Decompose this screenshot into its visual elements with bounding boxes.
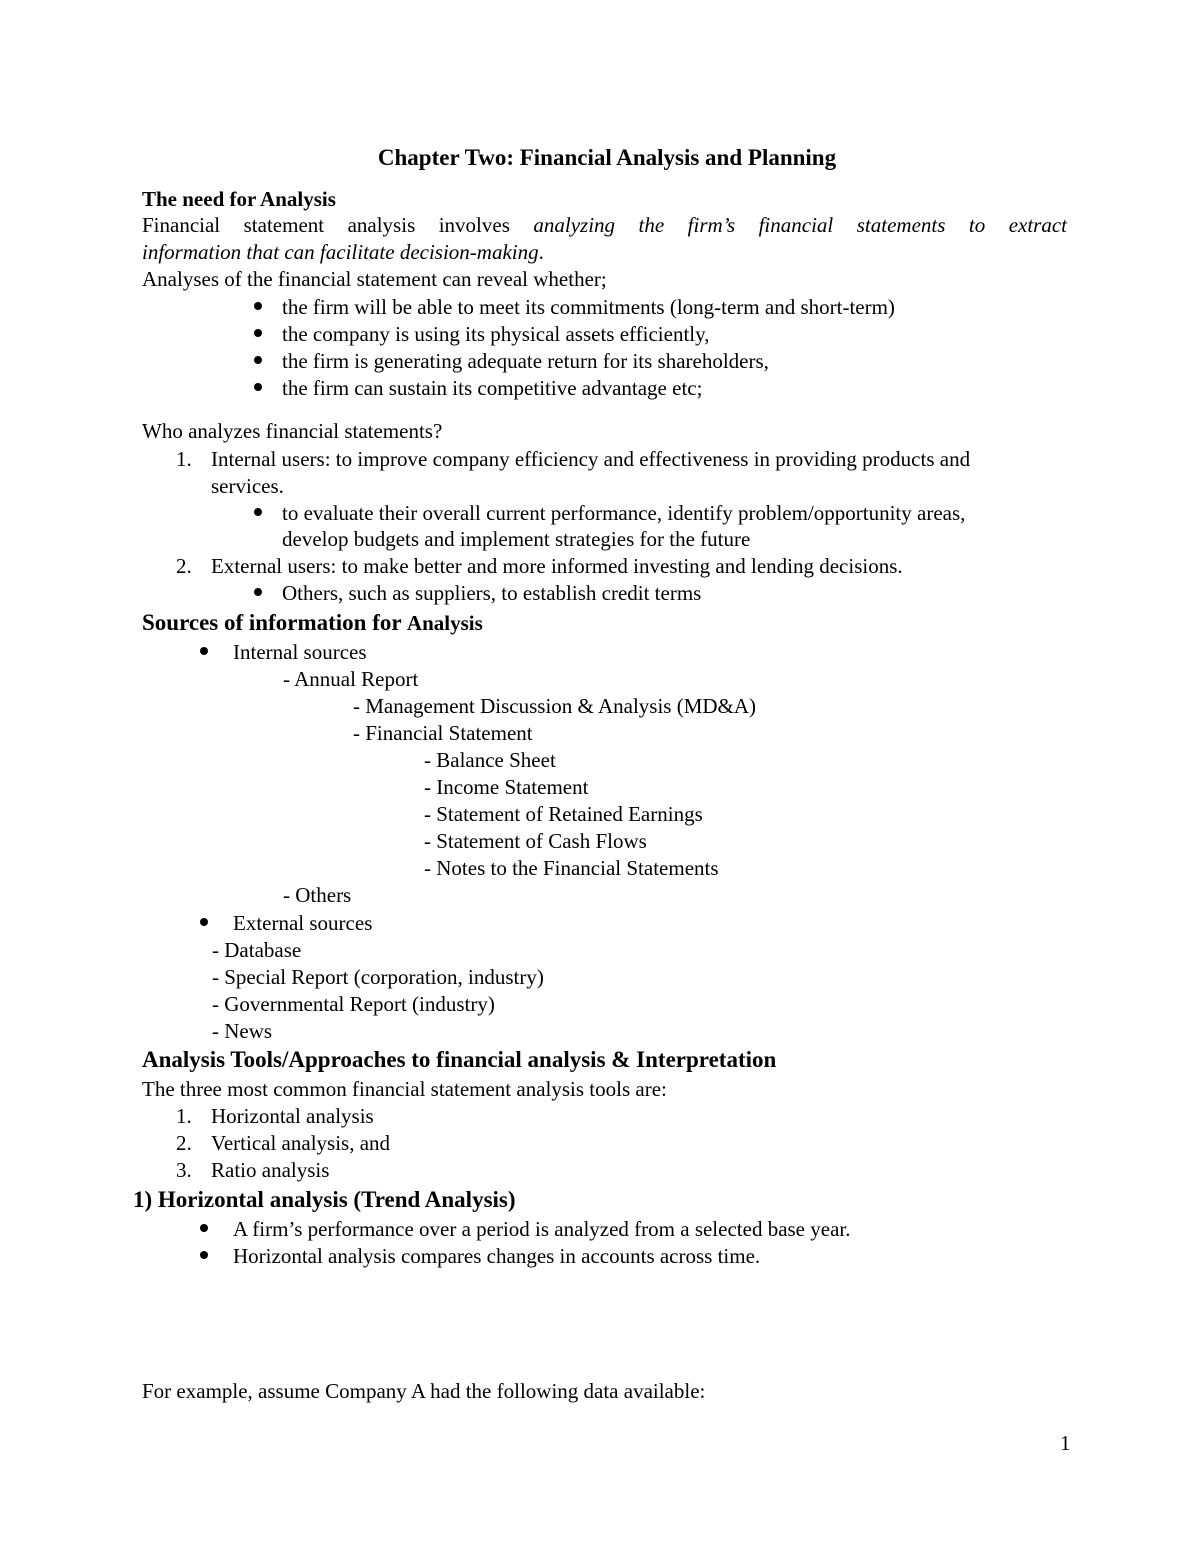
list-item-continuation: develop budgets and implement strategies for the future bbox=[282, 527, 751, 551]
list-item: Internal users: to improve company efficiency and effectiveness in providing products and bbox=[211, 447, 971, 471]
paragraph-italic-text: analyzing the firm’s financial statements to extract bbox=[533, 213, 1067, 237]
list-item: to evaluate their overall current performance, identify problem/opportunity areas, bbox=[282, 501, 966, 525]
bullet-icon bbox=[254, 508, 262, 516]
paragraph-line bbox=[142, 239, 544, 265]
list-item: the company is using its physical assets efficiently, bbox=[282, 322, 710, 346]
question-text: Who analyzes financial statements? bbox=[142, 419, 443, 443]
list-item: Vertical analysis, and bbox=[211, 1131, 391, 1155]
list-item: External sources bbox=[233, 911, 373, 935]
list-item: - Statement of Retained Earnings bbox=[424, 802, 703, 826]
bullet-icon bbox=[254, 383, 262, 391]
list-number: 2. bbox=[176, 554, 192, 578]
list-item: the firm will be able to meet its commitments (long-term and short-term) bbox=[282, 295, 895, 319]
list-item: Horizontal analysis bbox=[211, 1104, 374, 1128]
paragraph-text: Financial statement analysis involves bbox=[142, 213, 534, 237]
bullet-icon bbox=[254, 588, 262, 596]
bullet-icon bbox=[254, 356, 262, 364]
tools-intro: The three most common financial statement analysis tools are: bbox=[142, 1077, 667, 1101]
paragraph-italic-text: information that can facilitate decision-making bbox=[142, 240, 539, 264]
list-number: 1. bbox=[176, 1104, 192, 1128]
list-item-continuation: services. bbox=[211, 474, 284, 498]
section-heading-need: The need for Analysis bbox=[142, 187, 336, 211]
bullet-icon bbox=[254, 302, 262, 310]
list-item: the firm is generating adequate return for its shareholders, bbox=[282, 349, 769, 373]
example-text: For example, assume Company A had the following data available: bbox=[142, 1379, 706, 1403]
list-number: 2. bbox=[176, 1131, 192, 1155]
section-heading-sources bbox=[142, 610, 483, 636]
list-item: Internal sources bbox=[233, 640, 367, 664]
bullet-icon bbox=[200, 1251, 208, 1259]
list-item: - Special Report (corporation, industry) bbox=[212, 965, 544, 989]
paragraph-text: . bbox=[538, 240, 544, 264]
list-item: - News bbox=[212, 1019, 273, 1043]
list-item: Others, such as suppliers, to establish credit terms bbox=[282, 581, 702, 605]
reveal-text: Analyses of the financial statement can reveal whether; bbox=[142, 267, 607, 291]
bullet-icon bbox=[254, 329, 262, 337]
list-item: Ratio analysis bbox=[211, 1158, 330, 1182]
page-title: Chapter Two: Financial Analysis and Planning bbox=[377, 145, 837, 170]
list-item: - Database bbox=[212, 938, 302, 962]
list-item: - Income Statement bbox=[424, 775, 589, 799]
heading-text: Sources of information for bbox=[142, 610, 407, 635]
list-number: 1. bbox=[176, 447, 192, 471]
list-item: - Notes to the Financial Statements bbox=[424, 856, 719, 880]
list-item: - Annual Report bbox=[283, 667, 419, 691]
list-item: the firm can sustain its competitive advantage etc; bbox=[282, 376, 703, 400]
bullet-icon bbox=[200, 647, 208, 655]
bullet-icon bbox=[200, 918, 208, 926]
page-number: 1 bbox=[1060, 1431, 1071, 1455]
bullet-icon bbox=[200, 1224, 208, 1232]
list-item: - Management Discussion & Analysis (MD&A) bbox=[353, 694, 757, 718]
list-item: A firm’s performance over a period is analyzed from a selected base year. bbox=[233, 1217, 851, 1241]
section-heading-tools: Analysis Tools/Approaches to financial analysis & Interpretation bbox=[142, 1047, 777, 1072]
section-heading-horizontal: 1) Horizontal analysis (Trend Analysis) bbox=[133, 1187, 516, 1212]
list-item: - Balance Sheet bbox=[424, 748, 556, 772]
list-item: External users: to make better and more informed investing and lending decisions. bbox=[211, 554, 903, 578]
list-item: Horizontal analysis compares changes in accounts across time. bbox=[233, 1244, 761, 1268]
list-number: 3. bbox=[176, 1158, 192, 1182]
list-item: - Others bbox=[283, 883, 352, 907]
list-item: - Governmental Report (industry) bbox=[212, 992, 495, 1016]
list-item: - Statement of Cash Flows bbox=[424, 829, 647, 853]
paragraph-line bbox=[142, 212, 1067, 238]
heading-text: Analysis bbox=[406, 611, 483, 635]
list-item: - Financial Statement bbox=[353, 721, 533, 745]
